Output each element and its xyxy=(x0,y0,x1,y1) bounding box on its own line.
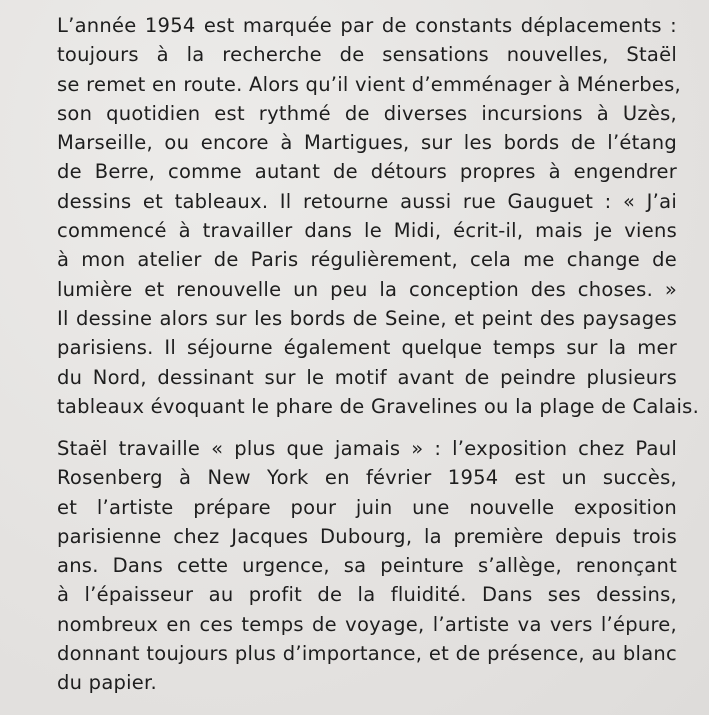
text-line: lumière et renouvelle un peu la conception des choses. » xyxy=(57,277,677,301)
text-line: tableaux évoquant le phare de Gravelines ou la plage de Calais. xyxy=(57,394,700,418)
text-line: du Nord, dessinant sur le motif avant de peindre plusieurs xyxy=(57,365,677,389)
paragraph-1 xyxy=(57,11,700,421)
text-line: commencé à travailler dans le Midi, écrit-il, mais je viens xyxy=(57,219,677,243)
text-line: Staël travaille « plus que jamais » : l’exposition chez Paul xyxy=(57,437,677,460)
paragraph-2 xyxy=(57,434,677,698)
text-line: son quotidien est rythmé de diverses incursions à Uzès, xyxy=(57,101,677,125)
text-line: parisienne chez Jacques Dubourg, la première depuis trois xyxy=(57,524,677,548)
text-line: nombreux en ces temps de voyage, l’artiste va vers l’épure, xyxy=(57,612,677,636)
text-line: du papier. xyxy=(57,671,157,695)
text-line: et l’artiste prépare pour juin une nouvelle exposition xyxy=(57,495,677,519)
text-line: donnant toujours plus d’importance, et de présence, au blanc xyxy=(57,642,677,666)
text-line: ans. Dans cette urgence, sa peinture s’allège, renonçant xyxy=(57,554,677,578)
text-line: toujours à la recherche de sensations nouvelles, Staël xyxy=(57,43,677,67)
text-line: de Berre, comme autant de détours propres à engendrer xyxy=(57,160,677,184)
text-line: L’année 1954 est marquée par de constants déplacements : xyxy=(57,14,677,37)
text-line: Marseille, ou encore à Martigues, sur les bords de l’étang xyxy=(57,131,677,155)
text-line: dessins et tableaux. Il retourne aussi rue Gauguet : « J’ai xyxy=(57,189,677,213)
text-line: à l’épaisseur au profit de la fluidité. Dans ses dessins, xyxy=(57,583,677,607)
text-line: se remet en route. Alors qu’il vient d’emménager à Ménerbes, xyxy=(57,72,681,96)
text-line: à mon atelier de Paris régulièrement, cela me change de xyxy=(57,248,677,272)
text-line: Rosenberg à New York en février 1954 est un succès, xyxy=(57,466,677,490)
text-line: parisiens. Il séjourne également quelque temps sur la mer xyxy=(57,336,677,360)
text-line: Il dessine alors sur les bords de Seine, et peint des paysages xyxy=(57,306,677,330)
